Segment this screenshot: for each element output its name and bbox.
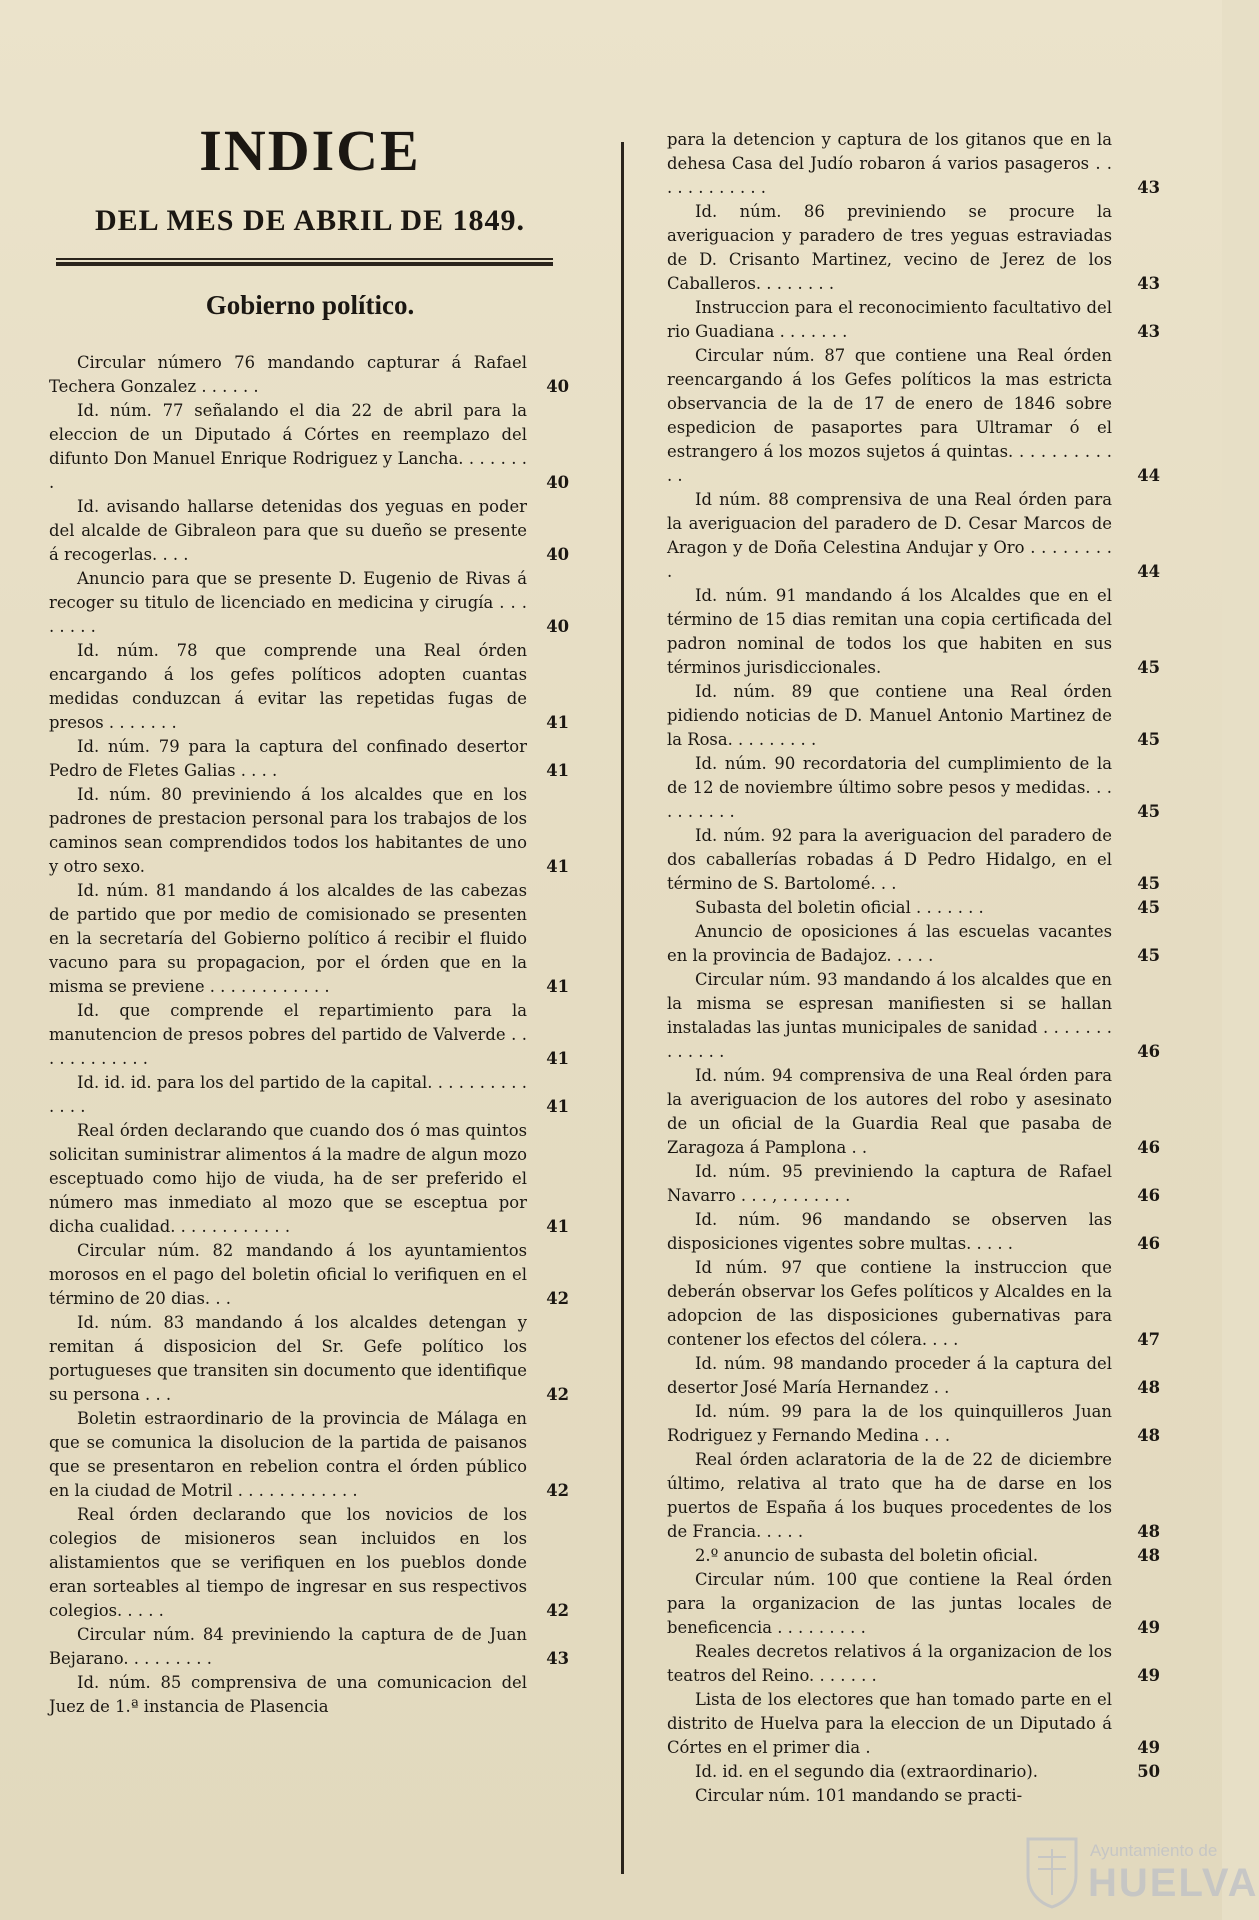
index-entry (49, 567, 569, 639)
index-entry-page: 48 (1137, 1426, 1160, 1445)
index-entry (667, 1256, 1160, 1352)
index-entry (667, 200, 1160, 296)
index-entry (667, 1448, 1160, 1544)
index-entry-page: 40 (546, 473, 569, 492)
index-entry-text: Instruccion para el reconocimiento facultativo del rio Guadiana . . . . . . . (667, 298, 1112, 341)
index-entry-page: 45 (1137, 874, 1160, 893)
index-entry (667, 1400, 1160, 1448)
index-entry-text: Id. núm. 99 para la de los quinquilleros Juan Rodriguez y Fernando Medina . . . (667, 1402, 1112, 1445)
index-entry-page: 43 (1137, 274, 1160, 293)
shield-icon (1024, 1835, 1080, 1909)
index-entry (667, 1544, 1160, 1568)
index-entry-text: Circular núm. 101 mandando se practi- (695, 1786, 1023, 1805)
page-subtitle: DEL MES DE ABRIL DE 1849. (94, 204, 526, 237)
index-entry (49, 1671, 569, 1719)
index-entry-text: Id. núm. 95 previniendo la captura de Rafael Navarro . . . , . . . . . . . (667, 1162, 1112, 1205)
index-entry (667, 344, 1160, 488)
title-rule-thick (56, 262, 553, 266)
index-entry-text: Id. id. id. para los del partido de la capital. . . . . . . . . . . . . . (49, 1073, 527, 1116)
index-entry (667, 968, 1160, 1064)
index-entry (49, 495, 569, 567)
index-entry-text: Id. núm. 89 que contiene una Real órden pidiendo noticias de D. Manuel Antonio Martinez de la Rosa. . . . . . . . . (667, 682, 1112, 749)
title-rule (56, 258, 553, 267)
index-entry-page: 50 (1137, 1762, 1160, 1781)
index-entry-text: Id núm. 97 que contiene la instruccion que deberán observar los Gefes políticos y Alcaldes en la adopcion de las disposiciones gubernativas para contener los efectos del cólera. . . . (667, 1258, 1112, 1349)
index-entry (667, 896, 1160, 920)
index-entry-page: 41 (546, 761, 569, 780)
index-entry (667, 1160, 1160, 1208)
index-entry-text: Circular núm. 93 mandando á los alcaldes que en la misma se espresan manifiesten si se hallan instaladas las juntas municipales de sanidad . . . . . . . . . . . . . (667, 970, 1112, 1061)
index-entry-text: Id. núm. 77 señalando el dia 22 de abril para la eleccion de un Diputado á Córtes en reemplazo del difunto Don Manuel Enrique Rodriguez y Lancha. . . . . . . . (49, 401, 527, 492)
index-entry-text: Boletin estraordinario de la provincia de Málaga en que se comunica la disolucion de la partida de paisanos que se presentaron en rebelion contra el órden público en la ciudad de Motril . . . . . . . . . . . . (49, 1409, 527, 1500)
index-entry-page: 45 (1137, 898, 1160, 917)
index-entry-text: Id. núm. 96 mandando se observen las disposiciones vigentes sobre multas. . . . . (667, 1210, 1112, 1253)
index-entry-text: 2.º anuncio de subasta del boletin oficial. (695, 1546, 1039, 1565)
index-entry-text: Id núm. 88 comprensiva de una Real órden para la averiguacion del paradero de D. Cesar Marcos de Aragon y de Doña Celestina Andujar y Oro . . . . . . . . . (667, 490, 1112, 581)
index-entry (49, 1407, 569, 1503)
index-entry (667, 752, 1160, 824)
index-entry (667, 920, 1160, 968)
index-entry (667, 488, 1160, 584)
header (40, 118, 580, 238)
index-entry-text: Id. id. en el segundo dia (extraordinario). (695, 1762, 1039, 1781)
page-title: INDICE (199, 118, 421, 183)
index-entry-text: Circular núm. 100 que contiene la Real órden para la organizacion de las juntas locales de beneficencia . . . . . . . . . (667, 1570, 1112, 1637)
index-entry-page: 46 (1137, 1186, 1160, 1205)
index-entry-text: Id. que comprende el repartimiento para la manutencion de presos pobres del partido de Valverde . . . . . . . . . . . . (49, 1001, 527, 1068)
index-entry (49, 1239, 569, 1311)
index-entry-page: 49 (1137, 1666, 1160, 1685)
index-entry-page: 45 (1137, 946, 1160, 965)
index-entry-text: Reales decretos relativos á la organizacion de los teatros del Reino. . . . . . . (667, 1642, 1112, 1685)
index-entry-text: Circular núm. 82 mandando á los ayuntamientos morosos en el pago del boletin oficial lo verifiquen en el término de 20 dias. . . (49, 1241, 527, 1308)
index-entry-page: 40 (546, 377, 569, 396)
index-entry-text: Subasta del boletin oficial . . . . . . . (695, 898, 984, 917)
index-entry (667, 1064, 1160, 1160)
index-entry-page: 42 (546, 1385, 569, 1404)
index-entry-page: 43 (1137, 178, 1160, 197)
index-entry (667, 1760, 1160, 1784)
index-entry-page: 41 (546, 977, 569, 996)
index-entry (49, 1503, 569, 1623)
watermark-line1: Ayuntamiento de (1090, 1841, 1218, 1860)
index-entry-page: 49 (1137, 1738, 1160, 1757)
index-entry-text: Lista de los electores que han tomado parte en el distrito de Huelva para la eleccion de un Diputado á Córtes en el primer dia . (667, 1690, 1112, 1757)
title-rule-thin (56, 258, 553, 260)
index-entry-page: 40 (546, 545, 569, 564)
index-entry-text: Id. núm. 85 comprensiva de una comunicacion del Juez de 1.ª instancia de Plasencia (49, 1673, 527, 1716)
index-entry (667, 1784, 1160, 1808)
index-entry (49, 639, 569, 735)
index-entry-text: para la detencion y captura de los gitanos que en la dehesa Casa del Judío robaron á varios pasageros . . . . . . . . . . . . (667, 130, 1112, 197)
index-entry-text: Circular núm. 87 que contiene una Real órden reencargando á los Gefes políticos la mas estricta observancia de la de 17 de enero de 1846 sobre espedicion de pasaportes para Ultramar ó el estrangero á los mozos sujetos á quintas. . . . . . . . . . . . (667, 346, 1112, 485)
index-entry-text: Id. avisando hallarse detenidas dos yeguas en poder del alcalde de Gibraleon para que su dueño se presente á recogerlas. . . . (49, 497, 527, 564)
index-entry-text: Real órden declarando que cuando dos ó mas quintos solicitan suministrar alimentos á la madre de algun mozo esceptuado como hijo de viuda, ha de ser preferido el número mas inmediato al mozo que se esceptua por dicha cualidad. . . . . . . . . . . . (49, 1121, 527, 1236)
index-entry-text: Id. núm. 79 para la captura del confinado desertor Pedro de Fletes Galias . . . . (49, 737, 527, 780)
index-entry (667, 128, 1160, 200)
index-entry (667, 296, 1160, 344)
index-entry-page: 42 (546, 1289, 569, 1308)
index-entry (667, 1352, 1160, 1400)
index-entry-page: 41 (546, 857, 569, 876)
index-entry-text: Id. núm. 94 comprensiva de una Real órden para la averiguacion de los autores del robo y asesinato de un oficial de la Guardia Real que pasaba de Zaragoza á Pamplona . . (667, 1066, 1112, 1157)
index-entry (667, 1208, 1160, 1256)
index-entry-text: Id. núm. 83 mandando á los alcaldes detengan y remitan á disposicion del Sr. Gefe político los portugueses que transiten sin documento que identifique su persona . . . (49, 1313, 527, 1404)
index-entry (49, 1311, 569, 1407)
index-entry-page: 41 (546, 1049, 569, 1068)
index-entry-page: 44 (1137, 562, 1160, 581)
index-entry (49, 879, 569, 999)
index-entry-page: 43 (546, 1649, 569, 1668)
index-entry-page: 48 (1137, 1378, 1160, 1397)
index-entry (667, 1568, 1160, 1640)
index-entry-page: 40 (546, 617, 569, 636)
index-entry-page: 48 (1137, 1546, 1160, 1565)
index-entry-text: Id. núm. 81 mandando á los alcaldes de las cabezas de partido que por medio de comisionado se presenten en la secretaría del Gobierno político á recibir el fluido vacuno para su propagacion, por el órden que en la misma se previene . . . . . . . . . . . . (49, 881, 527, 996)
index-entry-page: 42 (546, 1481, 569, 1500)
index-entry-text: Id. núm. 78 que comprende una Real órden encargando á los gefes políticos adopten cuantas medidas conduzcan á evitar las repetidas fugas de presos . . . . . . . (49, 641, 527, 732)
column-divider (621, 142, 624, 1874)
index-entry-text: Real órden aclaratoria de la de 22 de diciembre último, relativa al trato que ha de darse en los puertos de España á los buques procedentes de los de Francia. . . . . (667, 1450, 1112, 1541)
index-entry-page: 45 (1137, 658, 1160, 677)
index-entry-text: Id. núm. 92 para la averiguacion del paradero de dos caballerías robadas á D Pedro Hidalgo, en el término de S. Bartolomé. . . (667, 826, 1112, 893)
index-entry-text: Real órden declarando que los novicios de los colegios de misioneros sean incluidos en los alistamientos que se verifiquen en los pueblos donde eran sorteables al tiempo de ingresar en sus respectivos colegios. . . . . (49, 1505, 527, 1620)
index-entry-page: 41 (546, 713, 569, 732)
index-entry-page: 43 (1137, 322, 1160, 341)
watermark-line2: HUELVA (1088, 1861, 1259, 1905)
left-column (49, 351, 569, 1719)
index-entry-page: 45 (1137, 802, 1160, 821)
index-entry (667, 680, 1160, 752)
index-entry (49, 399, 569, 495)
index-entry-text: Id. núm. 80 previniendo á los alcaldes que en los padrones de prestacion personal para los trabajos de los caminos sean comprendidos todos los habitantes de uno y otro sexo. (49, 785, 527, 876)
index-entry-page: 44 (1137, 466, 1160, 485)
index-entry-page: 47 (1137, 1330, 1160, 1349)
index-entry-page: 42 (546, 1601, 569, 1620)
index-entry-page: 41 (546, 1217, 569, 1236)
index-entry (667, 1640, 1160, 1688)
index-entry-page: 45 (1137, 730, 1160, 749)
index-entry (49, 1119, 569, 1239)
index-entry-text: Anuncio para que se presente D. Eugenio de Rivas á recoger su titulo de licenciado en medicina y cirugía . . . . . . . . (49, 569, 527, 636)
section-heading: Gobierno político. (205, 290, 415, 320)
right-column (667, 128, 1160, 1808)
index-entry-page: 46 (1137, 1138, 1160, 1157)
index-entry-text: Id. núm. 91 mandando á los Alcaldes que en el término de 15 dias remitan una copia certificada del padron nominal de todos los que habiten en sus términos jurisdiccionales. (667, 586, 1112, 677)
index-entry-page: 49 (1137, 1618, 1160, 1637)
index-entry (49, 783, 569, 879)
index-entry-text: Circular núm. 84 previniendo la captura de de Juan Bejarano. . . . . . . . . (49, 1625, 527, 1668)
index-entry (667, 584, 1160, 680)
index-entry-page: 41 (546, 1097, 569, 1116)
index-entry (49, 1623, 569, 1671)
index-entry-page: 46 (1137, 1234, 1160, 1253)
index-entry (49, 1071, 569, 1119)
index-entry-page: 46 (1137, 1042, 1160, 1061)
index-entry-text: Id. núm. 90 recordatoria del cumplimiento de la de 12 de noviembre último sobre pesos y medidas. . . . . . . . . . (667, 754, 1112, 821)
index-entry-page: 48 (1137, 1522, 1160, 1541)
index-entry (667, 1688, 1160, 1760)
index-entry (49, 351, 569, 399)
index-entry (667, 824, 1160, 896)
index-entry-text: Id. núm. 86 previniendo se procure la averiguacion y paradero de tres yeguas estraviadas de D. Crisanto Martinez, vecino de Jerez de los Caballeros. . . . . . . . (667, 202, 1112, 293)
watermark (1020, 1835, 1259, 1913)
index-entry-text: Anuncio de oposiciones á las escuelas vacantes en la provincia de Badajoz. . . . . (667, 922, 1112, 965)
index-entry-text: Circular número 76 mandando capturar á Rafael Techera Gonzalez . . . . . . (49, 353, 527, 396)
index-entry (49, 735, 569, 783)
index-entry (49, 999, 569, 1071)
index-entry-text: Id. núm. 98 mandando proceder á la captura del desertor José María Hernandez . . (667, 1354, 1112, 1397)
